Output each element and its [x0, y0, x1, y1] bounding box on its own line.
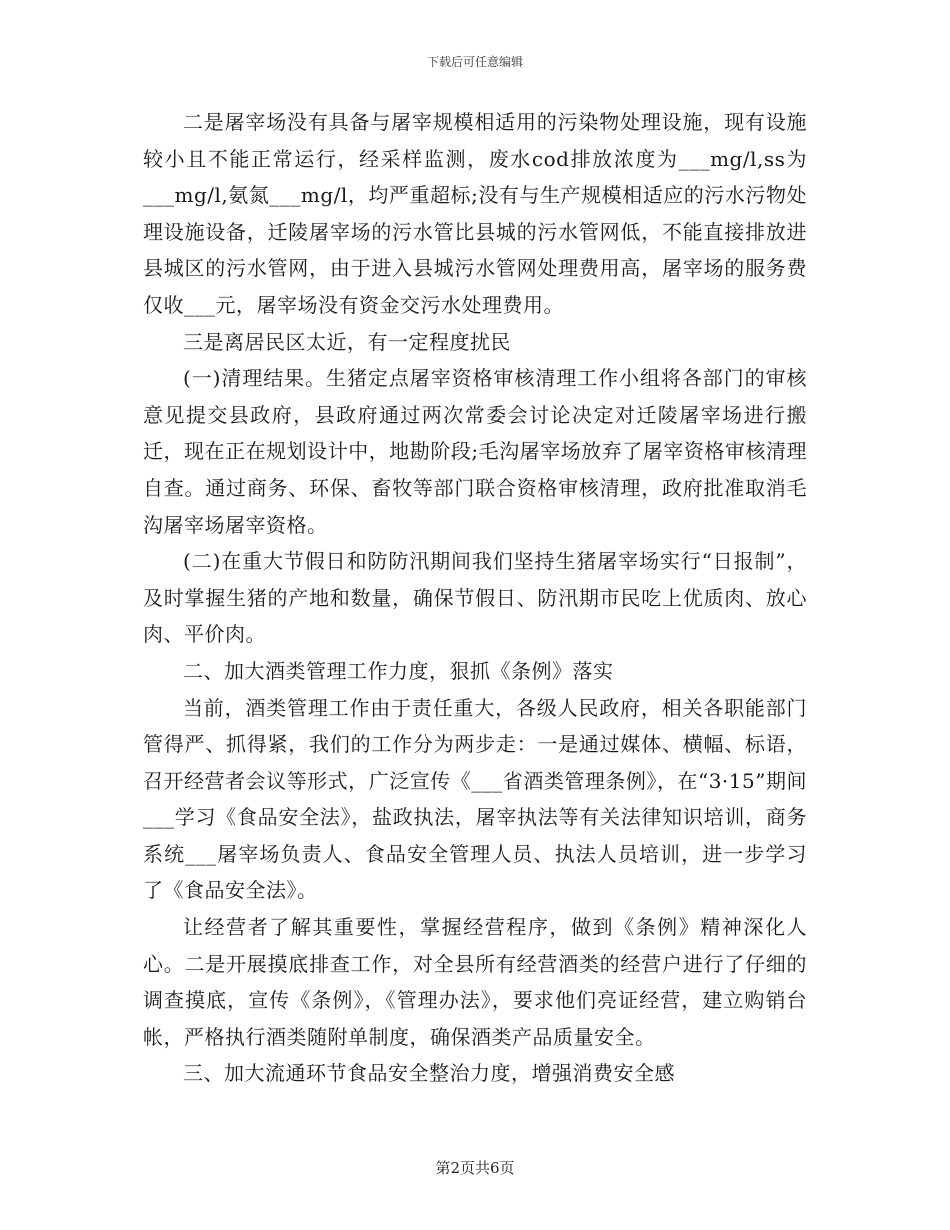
page-header: 下载后可任意编辑	[426, 55, 523, 69]
paragraph: 让经营者了解其重要性，掌握经营程序，做到《条例》精神深化人心。二是开展摸底排查工作，对全县所有经营酒类的经营户进行了仔细的调查摸底，宣传《条例》，《管理办法》，要求他们亮证经营，建立购销台帐，严格执行酒类随附单制度，确保酒类产品质量安全。	[143, 915, 807, 1049]
section-heading: 二、加大酒类管理工作力度，狠抓《条例》落实	[183, 658, 614, 683]
paragraph: 当前，酒类管理工作由于责任重大，各级人民政府，相关各职能部门管得严、抓得紧，我们的工作分为两步走：一是通过媒体、横幅、标语，召开经营者会议等形式，广泛宣传《___省酒类管理条例》，在“3·15”期间___学习《食品安全法》，盐政执法，屠宰执法等有关法律知识培训，商务系统___屠宰场负责人、食品安全管理人员、执法人员培训，进一步学习了《食品安全法》。	[143, 695, 807, 903]
document-body	[143, 104, 807, 1092]
paragraph: 三是离居民区太近，有一定程度扰民	[183, 329, 511, 354]
paragraph: 二是屠宰场没有具备与屠宰规模相适用的污染物处理设施，现有设施较小且不能正常运行，经采样监测，废水cod排放浓度为___mg/l,ss为___mg/l,氨氮___mg/l，均严重超标;没有与生产规模相适应的污水污物处理设施设备，迁陵屠宰场的污水管比县城的污水管网低，不能直接排放进县城区的污水管网，由于进入县城污水管网处理费用高，屠宰场的服务费仅收___元，屠宰场没有资金交污水处理费用。	[143, 110, 807, 317]
paragraph: (二)在重大节假日和防防汛期间我们坚持生猪屠宰场实行“日报制”，及时掌握生猪的产地和数量，确保节假日、防汛期市民吃上优质肉、放心肉、平价肉。	[143, 549, 807, 647]
page-number-footer: 第2页共6页	[435, 1159, 515, 1177]
paragraph: (一)清理结果。生猪定点屠宰资格审核清理工作小组将各部门的审核意见提交县政府，县政府通过两次常委会讨论决定对迁陵屠宰场进行搬迁，现在正在规划设计中，地勘阶段;毛沟屠宰场放弃了屠宰资格审核清理自查。通过商务、环保、畜牧等部门联合资格审核清理，政府批准取消毛沟屠宰场屠宰资格。	[143, 366, 807, 537]
section-heading: 三、加大流通环节食品安全整治力度，增强消费安全感	[183, 1061, 675, 1086]
